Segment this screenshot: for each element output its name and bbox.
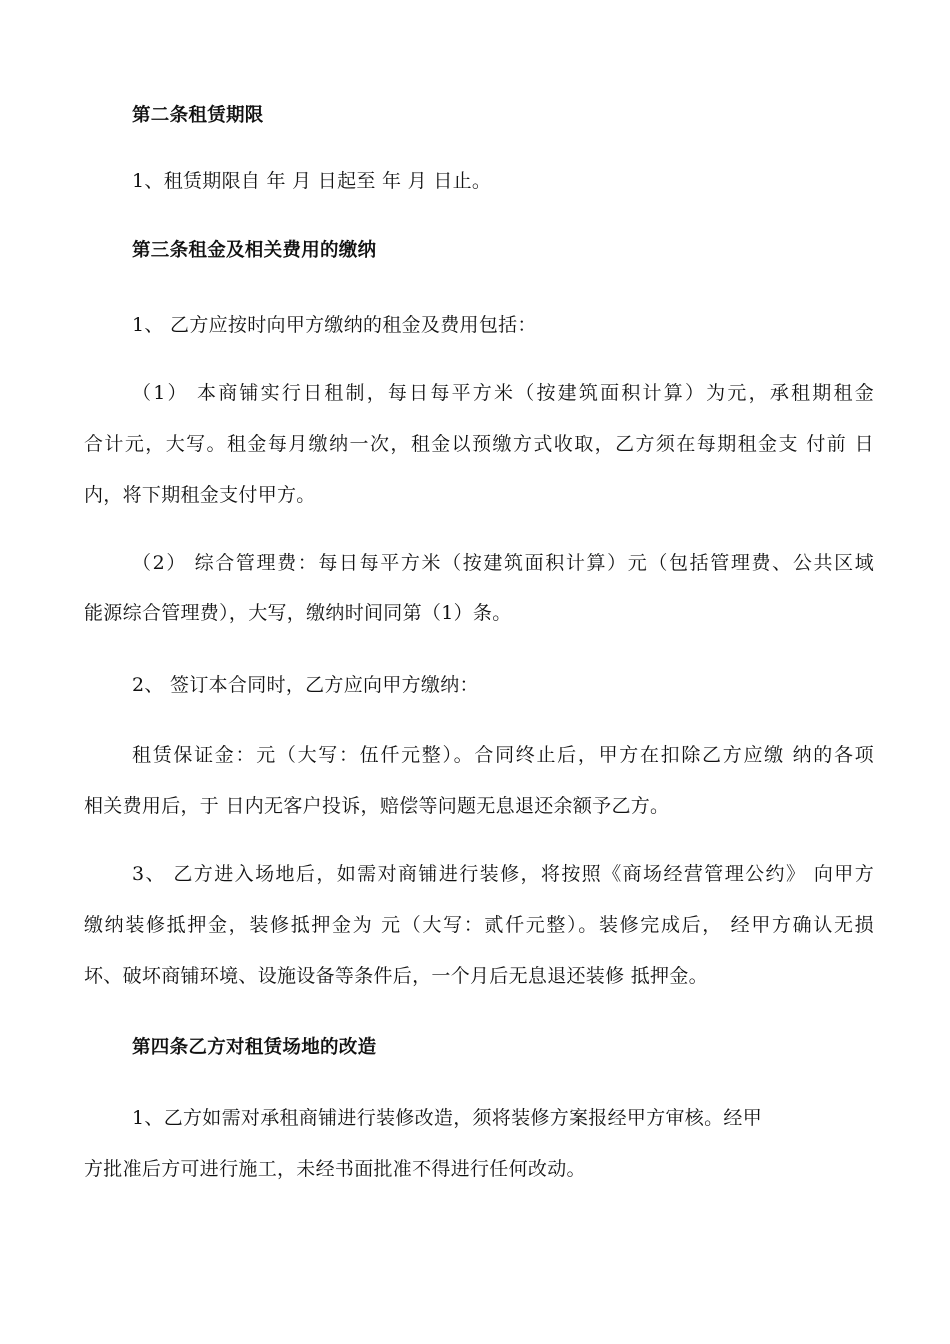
article-4-heading: 第四条乙方对租赁场地的改造 <box>132 1037 377 1058</box>
article-3-sub-2-line-2: 能源综合管理费），大写，缴纳时间同第（1）条。 <box>84 602 512 624</box>
article-3-item-3-line-1: 3、 乙方进入场地后，如需对商铺进行装修，将按照《商场经营管理公约》 向甲方 <box>132 863 874 885</box>
article-2-item-1: 1、租赁期限自 年 月 日起至 年 月 日止。 <box>132 170 492 192</box>
article-4-item-1-line-1: 1、乙方如需对承租商铺进行装修改造，须将装修方案报经甲方审核。经甲 <box>132 1107 762 1129</box>
article-3-item-3-line-3: 坏、破坏商铺环境、设施设备等条件后，一个月后无息退还装修 抵押金。 <box>84 965 708 987</box>
article-3-item-1-intro: 1、 乙方应按时向甲方缴纳的租金及费用包括： <box>132 314 537 336</box>
article-4-item-1-line-2: 方批准后方可进行施工，未经书面批准不得进行任何改动。 <box>84 1158 586 1180</box>
deposit-line-2: 相关费用后，于 日内无客户投诉，赔偿等问题无息退还余额予乙方。 <box>84 795 670 817</box>
article-3-sub-1-line-3: 内，将下期租金支付甲方。 <box>84 484 316 506</box>
article-2-heading: 第二条租赁期限 <box>132 105 264 126</box>
article-3-sub-1-line-2: 合计元，大写。租金每月缴纳一次，租金以预缴方式收取，乙方须在每期租金支 付前 日 <box>84 433 874 455</box>
article-3-heading: 第三条租金及相关费用的缴纳 <box>132 240 377 261</box>
article-3-sub-1-line-1: （1） 本商铺实行日租制，每日每平方米（按建筑面积计算）为元，承租期租金 <box>132 382 874 404</box>
article-3-item-2-intro: 2、 签订本合同时，乙方应向甲方缴纳： <box>132 674 479 696</box>
deposit-line-1: 租赁保证金：元（大写：伍仟元整）。合同终止后，甲方在扣除乙方应缴 纳的各项 <box>132 744 874 766</box>
article-3-sub-2-line-1: （2） 综合管理费：每日每平方米（按建筑面积计算）元（包括管理费、公共区域 <box>132 552 874 574</box>
article-3-item-3-line-2: 缴纳装修抵押金，装修抵押金为 元（大写：贰仟元整）。装修完成后， 经甲方确认无损 <box>84 914 874 936</box>
